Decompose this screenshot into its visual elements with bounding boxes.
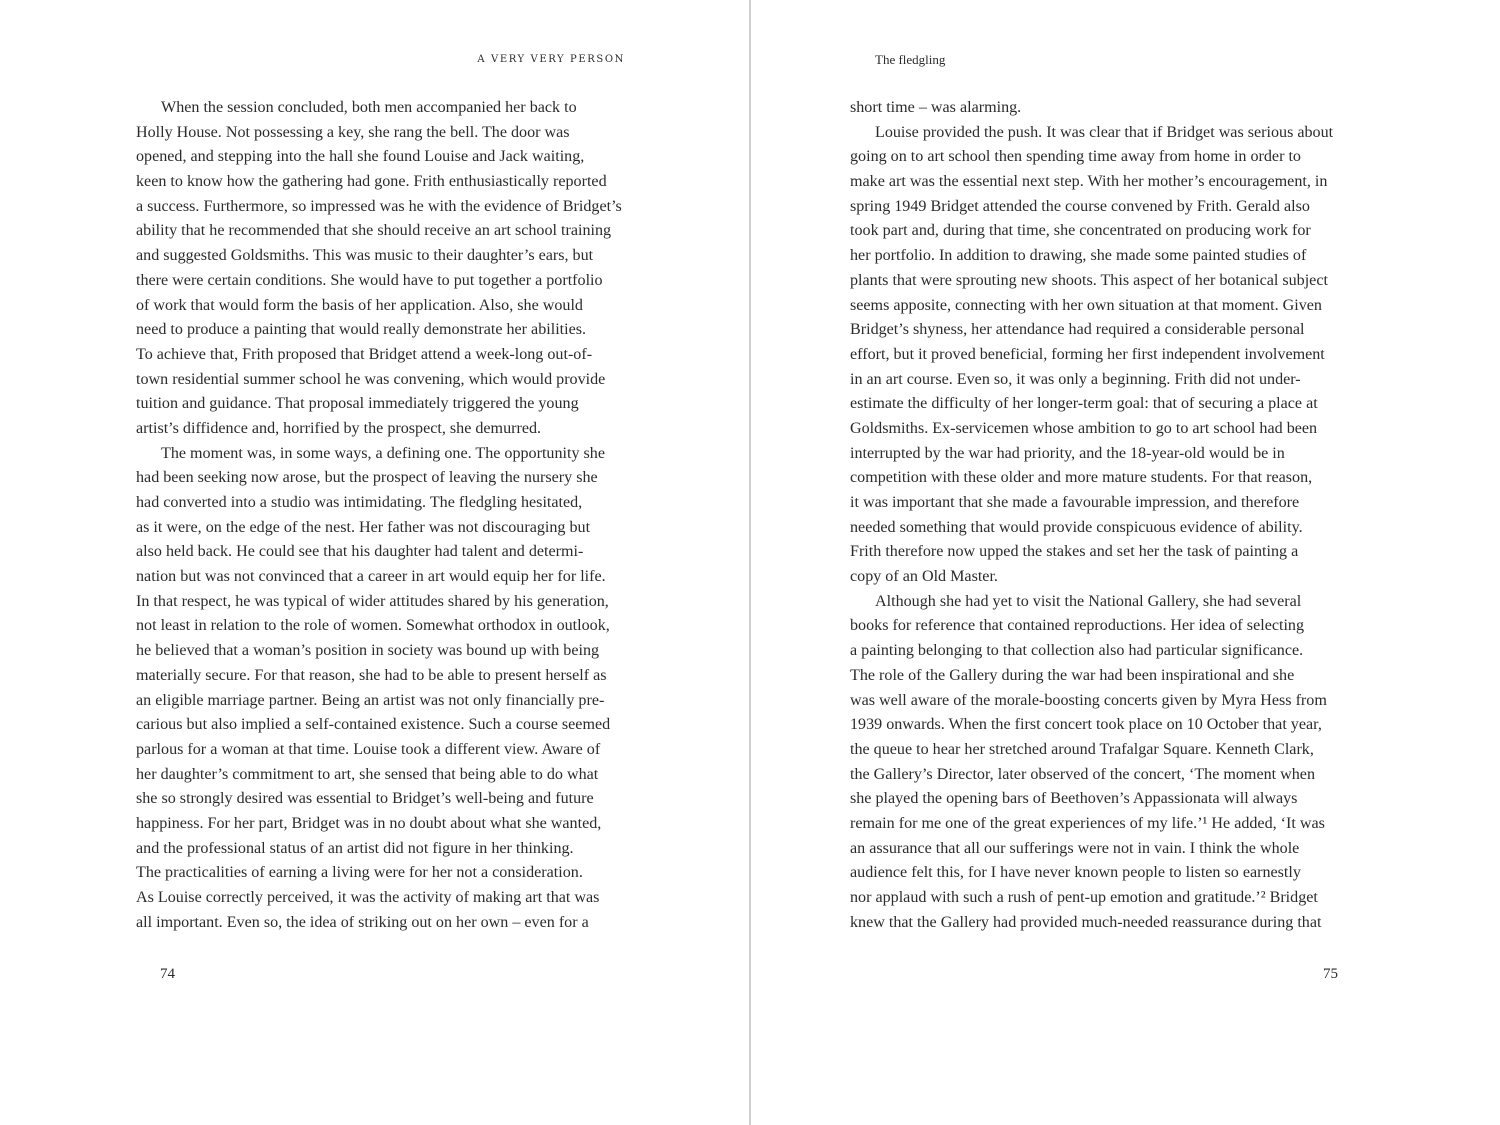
text-line: also held back. He could see that his daughter had talent and determi- <box>136 543 584 561</box>
text-line: In that respect, he was typical of wider attitudes shared by his generation, <box>136 592 609 610</box>
text-line: knew that the Gallery had provided much-needed reassurance during that <box>850 913 1322 931</box>
text-line: as it were, on the edge of the nest. Her father was not discouraging but <box>136 518 591 536</box>
page-number: 75 <box>1323 966 1338 982</box>
text-line: nor applaud with such a rush of pent-up emotion and gratitude.’² Bridget <box>850 889 1318 906</box>
text-line: Bridget’s shyness, her attendance had required a considerable personal <box>850 321 1305 339</box>
text-line: took part and, during that time, she concentrated on producing work for <box>850 222 1311 240</box>
text-line: the queue to hear her stretched around Trafalgar Square. Kenneth Clark, <box>850 740 1314 758</box>
text-line: had converted into a studio was intimidating. The fledgling hesitated, <box>136 494 583 511</box>
text-line: Louise provided the push. It was clear that if Bridget was serious about <box>875 123 1334 141</box>
text-line: was well aware of the morale-boosting concerts given by Myra Hess from <box>850 691 1327 709</box>
text-line: and suggested Goldsmiths. This was music to their daughter’s ears, but <box>136 247 594 265</box>
text-line: in an art course. Even so, it was only a beginning. Frith did not under- <box>850 370 1301 388</box>
text-line: competition with these older and more mature students. For that reason, <box>850 469 1313 487</box>
text-line: Frith therefore now upped the stakes and set her the task of painting a <box>850 543 1299 561</box>
text-line: interrupted by the war had priority, and the 18-year-old would be in <box>850 444 1285 462</box>
text-line: parlous for a woman at that time. Louise took a different view. Aware of <box>136 740 601 758</box>
text-line: effort, but it proved beneficial, forming her first independent involvement <box>850 345 1325 363</box>
text-line: had been seeking now arose, but the prospect of leaving the nursery she <box>136 469 598 487</box>
right-page <box>751 0 1500 1125</box>
text-line: As Louise correctly perceived, it was the activity of making art that was <box>136 889 600 906</box>
text-line: To achieve that, Frith proposed that Bridget attend a week-long out-of- <box>136 345 593 363</box>
text-line: artist’s diffidence and, horrified by the prospect, she demurred. <box>136 419 542 437</box>
text-line: plants that were sprouting new shoots. This aspect of her botanical subject <box>850 271 1328 289</box>
text-line: her daughter’s commitment to art, she sensed that being able to do what <box>136 765 599 783</box>
text-line: happiness. For her part, Bridget was in no doubt about what she wanted, <box>136 814 602 832</box>
text-line: remain for me one of the great experiences of my life.’¹ He added, ‘It was <box>850 814 1325 832</box>
text-line: her portfolio. In addition to drawing, she made some painted studies of <box>850 247 1307 265</box>
text-line: books for reference that contained reproductions. Her idea of selecting <box>850 617 1305 635</box>
text-line: of work that would form the basis of her application. Also, she would <box>136 296 583 314</box>
text-line: a success. Furthermore, so impressed was he with the evidence of Bridget’s <box>136 197 622 215</box>
body-text <box>136 96 666 935</box>
text-line: opened, and stepping into the hall she found Louise and Jack waiting, <box>136 148 585 166</box>
running-head: A VERY VERY PERSON <box>477 54 625 65</box>
text-line: ability that he recommended that she should receive an art school training <box>136 222 612 240</box>
text-line: an eligible marriage partner. Being an artist was not only financially pre- <box>136 691 605 709</box>
text-line: estimate the difficulty of her longer-term goal: that of securing a place at <box>850 395 1318 413</box>
text-line: seems apposite, connecting with her own situation at that moment. Given <box>850 296 1322 314</box>
text-line: audience felt this, for I have never known people to listen so earnestly <box>850 864 1301 882</box>
text-line: need to produce a painting that would really demonstrate her abilities. <box>136 321 587 339</box>
text-line: not least in relation to the role of women. Somewhat orthodox in outlook, <box>136 617 610 635</box>
text-line: town residential summer school he was convening, which would provide <box>136 370 606 388</box>
text-line: Holly House. Not possessing a key, she rang the bell. The door was <box>136 123 570 141</box>
text-line: short time – was alarming. <box>850 99 1022 116</box>
running-head: The fledgling <box>875 52 946 67</box>
text-line: spring 1949 Bridget attended the course convened by Frith. Gerald also <box>850 197 1310 215</box>
text-line: it was important that she made a favourable impression, and therefore <box>850 494 1300 511</box>
text-line: Although she had yet to visit the National Gallery, she had several <box>875 592 1302 610</box>
text-line: the Gallery’s Director, later observed of the concert, ‘The moment when <box>850 765 1315 783</box>
text-line: carious but also implied a self-contained existence. Such a course seemed <box>136 716 611 734</box>
text-line: Goldsmiths. Ex-servicemen whose ambition to go to art school had been <box>850 419 1318 437</box>
text-line: keen to know how the gathering had gone. Frith enthusiastically reported <box>136 173 607 191</box>
text-line: materially secure. For that reason, she had to be able to present herself as <box>136 666 607 684</box>
text-line: make art was the essential next step. With her mother’s encouragement, in <box>850 173 1328 191</box>
page-number: 74 <box>160 966 175 982</box>
text-line: a painting belonging to that collection also had particular significance. <box>850 642 1304 660</box>
text-line: The moment was, in some ways, a defining one. The opportunity she <box>161 444 605 462</box>
text-line: The practicalities of earning a living were for her not a consideration. <box>136 864 583 882</box>
text-line: all important. Even so, the idea of striking out on her own – even for a <box>136 913 589 931</box>
text-line: an assurance that all our sufferings were not in vain. I think the whole <box>850 839 1300 857</box>
text-line: going on to art school then spending time away from home in order to <box>850 148 1301 166</box>
text-line: When the session concluded, both men accompanied her back to <box>161 99 577 116</box>
left-page <box>0 0 749 1125</box>
text-line: needed something that would provide conspicuous evidence of ability. <box>850 518 1303 536</box>
text-line: nation but was not convinced that a career in art would equip her for life. <box>136 568 606 586</box>
text-line: copy of an Old Master. <box>850 568 998 586</box>
text-line: he believed that a woman’s position in society was bound up with being <box>136 642 600 660</box>
body-text <box>850 96 1380 935</box>
text-line: there were certain conditions. She would have to put together a portfolio <box>136 271 603 289</box>
text-line: The role of the Gallery during the war had been inspirational and she <box>850 666 1295 684</box>
text-line: she so strongly desired was essential to Bridget’s well-being and future <box>136 790 594 808</box>
text-line: and the professional status of an artist did not figure in her thinking. <box>136 839 574 857</box>
text-line: tuition and guidance. That proposal immediately triggered the young <box>136 395 579 413</box>
text-line: 1939 onwards. When the first concert took place on 10 October that year, <box>850 716 1322 734</box>
text-line: she played the opening bars of Beethoven’s Appassionata will always <box>850 790 1298 808</box>
